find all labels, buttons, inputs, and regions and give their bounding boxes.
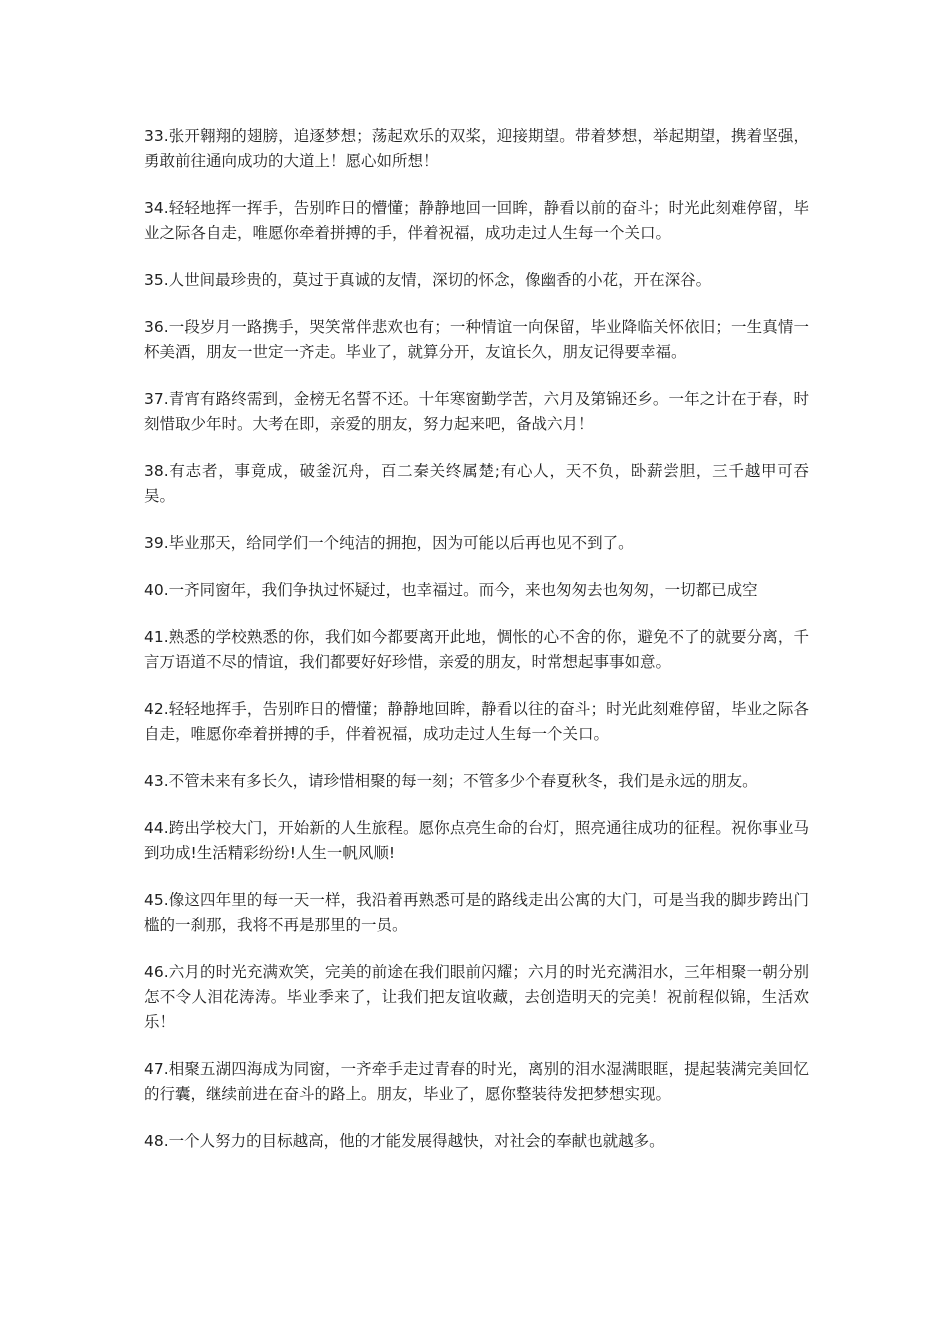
entry-36: 36.一段岁月一路携手，哭笑常伴悲欢也有；一种情谊一向保留，毕业降临关怀依旧；一生真情一杯美酒，朋友一世定一齐走。毕业了，就算分开，友谊长久，朋友记得要幸福。 xyxy=(144,318,809,361)
entry-38: 38.有志者，事竟成，破釜沉舟，百二秦关终属楚;有心人，天不负，卧薪尝胆，三千越甲可吞吴。 xyxy=(144,462,809,505)
entry-41: 41.熟悉的学校熟悉的你，我们如今都要离开此地，惆怅的心不舍的你，避免不了的就要分离，千言万语道不尽的情谊，我们都要好好珍惜，亲爱的朋友，时常想起事事如意。 xyxy=(144,628,809,671)
entry-42: 42.轻轻地挥手，告别昨日的懵懂；静静地回眸，静看以往的奋斗；时光此刻难停留，毕业之际各自走，唯愿你牵着拼搏的手，伴着祝福，成功走过人生每一个关口。 xyxy=(144,700,809,743)
entry-43: 43.不管未来有多长久，请珍惜相聚的每一刻；不管多少个春夏秋冬，我们是永远的朋友。 xyxy=(144,772,758,790)
entry-37: 37.青宵有路终需到，金榜无名誓不还。十年寒窗勤学苦，六月及第锦还乡。一年之计在于春，时刻惜取少年时。大考在即，亲爱的朋友，努力起来吧，备战六月！ xyxy=(144,390,809,433)
entry-35: 35.人世间最珍贵的，莫过于真诚的友情，深切的怀念，像幽香的小花，开在深谷。 xyxy=(144,271,712,289)
entry-34: 34.轻轻地挥一挥手，告别昨日的懵懂；静静地回一回眸，静看以前的奋斗；时光此刻难停留，毕业之际各自走，唯愿你牵着拼搏的手，伴着祝福，成功走过人生每一个关口。 xyxy=(144,199,809,242)
document-body xyxy=(144,124,809,1176)
entry-33: 33.张开翱翔的翅膀，追逐梦想；荡起欢乐的双桨，迎接期望。带着梦想，举起期望，携着坚强，勇敢前往通向成功的大道上！愿心如所想！ xyxy=(144,127,809,170)
entry-48: 48.一个人努力的目标越高，他的才能发展得越快，对社会的奉献也就越多。 xyxy=(144,1132,665,1150)
entry-45: 45.像这四年里的每一天一样，我沿着再熟悉可是的路线走出公寓的大门，可是当我的脚步跨出门槛的一刹那，我将不再是那里的一员。 xyxy=(144,891,809,934)
entry-40: 40.一齐同窗年，我们争执过怀疑过，也幸福过。而今，来也匆匆去也匆匆，一切都已成空 xyxy=(144,581,758,599)
entry-39: 39.毕业那天，给同学们一个纯洁的拥抱，因为可能以后再也见不到了。 xyxy=(144,534,634,552)
entry-47: 47.相聚五湖四海成为同窗，一齐牵手走过青春的时光，离别的泪水湿满眼眶，提起装满完美回忆的行囊，继续前进在奋斗的路上。朋友，毕业了，愿你整装待发把梦想实现。 xyxy=(144,1060,809,1103)
entry-44: 44.跨出学校大门，开始新的人生旅程。愿你点亮生命的台灯，照亮通往成功的征程。祝你事业马到功成!生活精彩纷纷!人生一帆风顺! xyxy=(144,819,809,862)
entry-46: 46.六月的时光充满欢笑，完美的前途在我们眼前闪耀；六月的时光充满泪水，三年相聚一朝分别怎不令人泪花涛涛。毕业季来了，让我们把友谊收藏，去创造明天的完美！祝前程似锦，生活欢乐！ xyxy=(144,963,809,1031)
